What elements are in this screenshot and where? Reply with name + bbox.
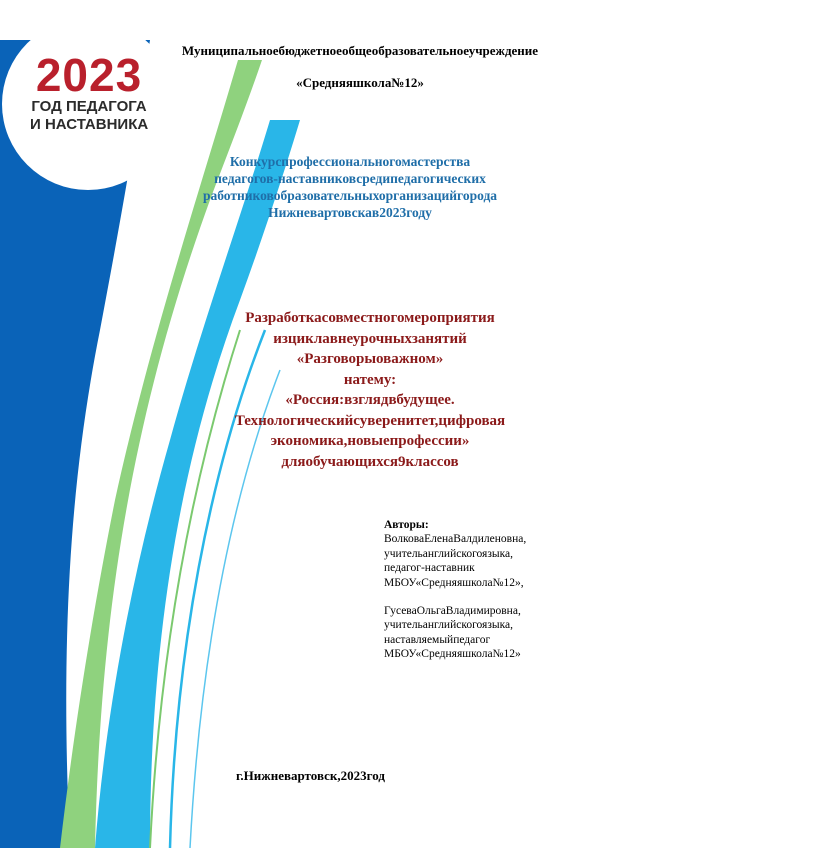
title-line: Технологическийсуверенитет,цифровая — [234, 412, 506, 429]
logo-line-1: ГОД ПЕДАГОГА — [31, 98, 147, 115]
year-of-teacher-logo — [30, 34, 148, 174]
title-line: «Россия:взглядвбудущее. — [285, 392, 455, 408]
author1-line: педагог-наставник — [384, 562, 475, 575]
author1-line: учительанглийскогоязыка, — [384, 547, 514, 560]
contest-line: Конкурспрофессиональногомастерства — [229, 154, 471, 169]
authors-label: Авторы: — [384, 519, 429, 531]
author2-line: учительанглийскогоязыка, — [384, 619, 514, 632]
title-line: натему: — [343, 371, 397, 388]
contest-heading — [140, 153, 560, 221]
author1-line: ВолковаЕленаВалдиленовна, — [384, 533, 527, 546]
logo-year: 2023 — [35, 49, 143, 101]
author2-line: МБОУ«Средняяшкола№12» — [384, 648, 521, 661]
author2-line: наставляемыйпедагог — [384, 633, 491, 646]
title-line: экономика,новыепрофессии» — [270, 433, 470, 449]
document-title — [150, 308, 590, 472]
logo-line-2: И НАСТАВНИКА — [30, 116, 149, 133]
school-name: «Средняяшкола№12» — [296, 75, 424, 90]
author1-line: МБОУ«Средняяшкола№12», — [384, 576, 524, 589]
institution-name: Муниципальноебюджетноеобщеобразовательноеучреждение — [181, 43, 539, 58]
author2-line: ГусеваОльгаВладимировна, — [384, 605, 521, 618]
title-line: «Разговорыоважном» — [296, 351, 444, 367]
contest-line: педагогов-наставниковсредипедагогических — [214, 171, 486, 186]
title-line: изциклавнеурочныхзанятий — [273, 330, 467, 347]
contest-line: работниковобразовательныхорганизацийгорода — [202, 188, 498, 203]
contest-line: Нижневартовскав2023году — [268, 205, 432, 220]
authors-block — [384, 518, 644, 662]
title-line: Разработкасовместногомероприятия — [245, 310, 495, 326]
city-year: г.Нижневартовск,2023год — [236, 768, 385, 783]
title-line: дляобучающихся9классов — [281, 453, 459, 470]
